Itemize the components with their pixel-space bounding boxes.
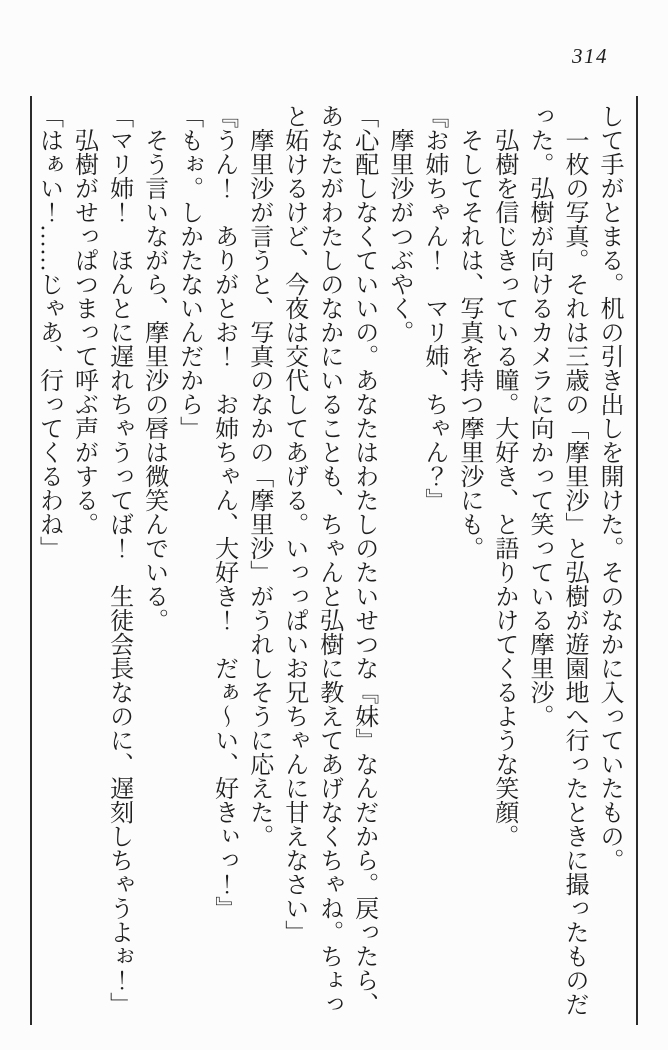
paragraph: 「マリ姉！ ほんとに遅れちゃうってば！ 生徒会長なのに、遅刻しちゃうよぉ！」 xyxy=(105,104,132,1016)
paragraph: 「心配しなくていいの。あなたはわたしのたいせつな『妹』なんだから。戻ったら、あなたがわたしのなかにいることも、ちゃんと弘樹に教えてあげなくちゃね。ちょっと妬けるけど、今夜は交代してあげる。いっっぱいお兄ちゃんに甘えなさい」 xyxy=(280,104,377,1016)
vertical-text-body xyxy=(25,104,626,1030)
paragraph: 一枚の写真。それは三歳の「摩里沙」と弘樹が遊園地へ行ったときに撮ったものだった。弘樹が向けるカメラに向かって笑っている摩里沙。 xyxy=(525,104,587,1016)
paragraph: 『うん！ ありがとお！ お姉ちゃん、大好き！ だぁ～い、好きぃっ！』 xyxy=(210,104,237,920)
right-margin-rule xyxy=(636,96,638,1025)
paragraph: 摩里沙が言うと、写真のなかの「摩里沙」がうれしそうに応えた。 xyxy=(245,128,272,848)
paragraph: 摩里沙がつぶやく。 xyxy=(385,128,412,344)
paragraph: 「もぉ。しかたないんだから」 xyxy=(175,104,202,440)
paragraph: そしてそれは、写真を持つ摩里沙にも。 xyxy=(455,128,482,560)
paragraph: して手がとまる。机の引き出しを開けた。そのなかに入っていたもの。 xyxy=(596,104,622,872)
paragraph: 弘樹を信じきっている瞳。大好き、と語りかけてくるような笑顔。 xyxy=(490,128,517,848)
paragraph: 弘樹がせっぱつまって呼ぶ声がする。 xyxy=(70,128,97,536)
paragraph: 『お姉ちゃん！ マリ姉、ちゃん？』 xyxy=(420,104,447,512)
page-number: 314 xyxy=(572,44,608,68)
paragraph: 「はぁい！……じゃあ、行ってくるわね」 xyxy=(35,104,62,560)
paragraph: そう言いながら、摩里沙の唇は微笑んでいる。 xyxy=(140,128,167,632)
